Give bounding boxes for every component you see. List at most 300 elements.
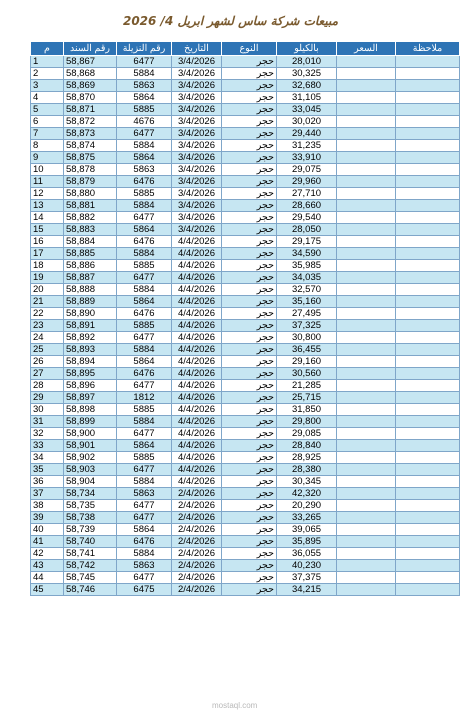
receipt-number-cell[interactable]: 58,891 bbox=[64, 320, 117, 332]
type-cell[interactable]: حجر bbox=[222, 296, 277, 308]
price-cell[interactable] bbox=[337, 536, 396, 548]
notes-cell[interactable] bbox=[396, 500, 460, 512]
receipt-number-cell[interactable]: 58,874 bbox=[64, 140, 117, 152]
weight-cell[interactable]: 21,285 bbox=[277, 380, 337, 392]
date-cell[interactable]: 2/4/2026 bbox=[172, 500, 222, 512]
notes-cell[interactable] bbox=[396, 452, 460, 464]
type-cell[interactable]: حجر bbox=[222, 104, 277, 116]
price-cell[interactable] bbox=[337, 140, 396, 152]
row-index-cell[interactable]: 34 bbox=[31, 452, 64, 464]
type-cell[interactable]: حجر bbox=[222, 212, 277, 224]
notes-cell[interactable] bbox=[396, 224, 460, 236]
trailer-number-cell[interactable]: 6477 bbox=[117, 56, 172, 68]
weight-cell[interactable]: 29,800 bbox=[277, 416, 337, 428]
weight-cell[interactable]: 29,175 bbox=[277, 236, 337, 248]
notes-cell[interactable] bbox=[396, 260, 460, 272]
row-index-cell[interactable]: 37 bbox=[31, 488, 64, 500]
notes-cell[interactable] bbox=[396, 464, 460, 476]
price-cell[interactable] bbox=[337, 188, 396, 200]
type-cell[interactable]: حجر bbox=[222, 512, 277, 524]
date-cell[interactable]: 4/4/2026 bbox=[172, 344, 222, 356]
receipt-number-cell[interactable]: 58,882 bbox=[64, 212, 117, 224]
date-cell[interactable]: 3/4/2026 bbox=[172, 212, 222, 224]
weight-cell[interactable]: 40,230 bbox=[277, 560, 337, 572]
row-index-cell[interactable]: 1 bbox=[31, 56, 64, 68]
receipt-number-cell[interactable]: 58,741 bbox=[64, 548, 117, 560]
receipt-number-cell[interactable]: 58,893 bbox=[64, 344, 117, 356]
weight-cell[interactable]: 34,590 bbox=[277, 248, 337, 260]
price-cell[interactable] bbox=[337, 332, 396, 344]
row-index-cell[interactable]: 15 bbox=[31, 224, 64, 236]
trailer-number-cell[interactable]: 5884 bbox=[117, 344, 172, 356]
receipt-number-cell[interactable]: 58,734 bbox=[64, 488, 117, 500]
receipt-number-cell[interactable]: 58,903 bbox=[64, 464, 117, 476]
notes-cell[interactable] bbox=[396, 284, 460, 296]
receipt-number-cell[interactable]: 58,886 bbox=[64, 260, 117, 272]
notes-cell[interactable] bbox=[396, 152, 460, 164]
type-cell[interactable]: حجر bbox=[222, 272, 277, 284]
receipt-number-cell[interactable]: 58,878 bbox=[64, 164, 117, 176]
price-cell[interactable] bbox=[337, 548, 396, 560]
type-cell[interactable]: حجر bbox=[222, 524, 277, 536]
trailer-number-cell[interactable]: 5863 bbox=[117, 488, 172, 500]
trailer-number-cell[interactable]: 6477 bbox=[117, 272, 172, 284]
row-index-cell[interactable]: 41 bbox=[31, 536, 64, 548]
date-cell[interactable]: 4/4/2026 bbox=[172, 428, 222, 440]
row-index-cell[interactable]: 5 bbox=[31, 104, 64, 116]
price-cell[interactable] bbox=[337, 572, 396, 584]
date-cell[interactable]: 4/4/2026 bbox=[172, 260, 222, 272]
price-cell[interactable] bbox=[337, 380, 396, 392]
trailer-number-cell[interactable]: 6477 bbox=[117, 464, 172, 476]
date-cell[interactable]: 3/4/2026 bbox=[172, 152, 222, 164]
receipt-number-cell[interactable]: 58,870 bbox=[64, 92, 117, 104]
row-index-cell[interactable]: 8 bbox=[31, 140, 64, 152]
trailer-number-cell[interactable]: 5884 bbox=[117, 140, 172, 152]
type-cell[interactable]: حجر bbox=[222, 572, 277, 584]
notes-cell[interactable] bbox=[396, 560, 460, 572]
trailer-number-cell[interactable]: 5885 bbox=[117, 404, 172, 416]
receipt-number-cell[interactable]: 58,740 bbox=[64, 536, 117, 548]
weight-cell[interactable]: 33,265 bbox=[277, 512, 337, 524]
notes-cell[interactable] bbox=[396, 428, 460, 440]
date-cell[interactable]: 4/4/2026 bbox=[172, 392, 222, 404]
price-cell[interactable] bbox=[337, 248, 396, 260]
notes-cell[interactable] bbox=[396, 572, 460, 584]
receipt-number-cell[interactable]: 58,881 bbox=[64, 200, 117, 212]
trailer-number-cell[interactable]: 5864 bbox=[117, 524, 172, 536]
type-cell[interactable]: حجر bbox=[222, 320, 277, 332]
price-cell[interactable] bbox=[337, 284, 396, 296]
trailer-number-cell[interactable]: 5885 bbox=[117, 452, 172, 464]
type-cell[interactable]: حجر bbox=[222, 488, 277, 500]
price-cell[interactable] bbox=[337, 80, 396, 92]
date-cell[interactable]: 2/4/2026 bbox=[172, 560, 222, 572]
price-cell[interactable] bbox=[337, 512, 396, 524]
date-cell[interactable]: 3/4/2026 bbox=[172, 164, 222, 176]
type-cell[interactable]: حجر bbox=[222, 128, 277, 140]
price-cell[interactable] bbox=[337, 236, 396, 248]
row-index-cell[interactable]: 26 bbox=[31, 356, 64, 368]
price-cell[interactable] bbox=[337, 200, 396, 212]
weight-cell[interactable]: 29,960 bbox=[277, 176, 337, 188]
receipt-number-cell[interactable]: 58,892 bbox=[64, 332, 117, 344]
trailer-number-cell[interactable]: 5864 bbox=[117, 356, 172, 368]
date-cell[interactable]: 2/4/2026 bbox=[172, 572, 222, 584]
price-cell[interactable] bbox=[337, 440, 396, 452]
price-cell[interactable] bbox=[337, 224, 396, 236]
price-cell[interactable] bbox=[337, 500, 396, 512]
type-cell[interactable]: حجر bbox=[222, 404, 277, 416]
weight-cell[interactable]: 36,055 bbox=[277, 548, 337, 560]
receipt-number-cell[interactable]: 58,869 bbox=[64, 80, 117, 92]
notes-cell[interactable] bbox=[396, 344, 460, 356]
weight-cell[interactable]: 27,710 bbox=[277, 188, 337, 200]
weight-cell[interactable]: 35,895 bbox=[277, 536, 337, 548]
trailer-number-cell[interactable]: 5884 bbox=[117, 548, 172, 560]
price-cell[interactable] bbox=[337, 116, 396, 128]
row-index-cell[interactable]: 23 bbox=[31, 320, 64, 332]
date-cell[interactable]: 4/4/2026 bbox=[172, 356, 222, 368]
trailer-number-cell[interactable]: 6476 bbox=[117, 176, 172, 188]
row-index-cell[interactable]: 4 bbox=[31, 92, 64, 104]
type-cell[interactable]: حجر bbox=[222, 176, 277, 188]
receipt-number-cell[interactable]: 58,896 bbox=[64, 380, 117, 392]
receipt-number-cell[interactable]: 58,895 bbox=[64, 368, 117, 380]
receipt-number-cell[interactable]: 58,898 bbox=[64, 404, 117, 416]
type-cell[interactable]: حجر bbox=[222, 548, 277, 560]
type-cell[interactable]: حجر bbox=[222, 188, 277, 200]
receipt-number-cell[interactable]: 58,889 bbox=[64, 296, 117, 308]
date-cell[interactable]: 3/4/2026 bbox=[172, 92, 222, 104]
type-cell[interactable]: حجر bbox=[222, 560, 277, 572]
row-index-cell[interactable]: 3 bbox=[31, 80, 64, 92]
receipt-number-cell[interactable]: 58,746 bbox=[64, 584, 117, 596]
row-index-cell[interactable]: 30 bbox=[31, 404, 64, 416]
notes-cell[interactable] bbox=[396, 512, 460, 524]
notes-cell[interactable] bbox=[396, 440, 460, 452]
notes-cell[interactable] bbox=[396, 356, 460, 368]
row-index-cell[interactable]: 25 bbox=[31, 344, 64, 356]
type-cell[interactable]: حجر bbox=[222, 356, 277, 368]
date-cell[interactable]: 3/4/2026 bbox=[172, 104, 222, 116]
weight-cell[interactable]: 35,160 bbox=[277, 296, 337, 308]
trailer-number-cell[interactable]: 5884 bbox=[117, 284, 172, 296]
row-index-cell[interactable]: 35 bbox=[31, 464, 64, 476]
row-index-cell[interactable]: 21 bbox=[31, 296, 64, 308]
type-cell[interactable]: حجر bbox=[222, 584, 277, 596]
price-cell[interactable] bbox=[337, 164, 396, 176]
weight-cell[interactable]: 34,215 bbox=[277, 584, 337, 596]
date-cell[interactable]: 3/4/2026 bbox=[172, 188, 222, 200]
weight-cell[interactable]: 30,325 bbox=[277, 68, 337, 80]
notes-cell[interactable] bbox=[396, 548, 460, 560]
date-cell[interactable]: 2/4/2026 bbox=[172, 524, 222, 536]
trailer-number-cell[interactable]: 6475 bbox=[117, 584, 172, 596]
notes-cell[interactable] bbox=[396, 212, 460, 224]
row-index-cell[interactable]: 9 bbox=[31, 152, 64, 164]
row-index-cell[interactable]: 43 bbox=[31, 560, 64, 572]
column-header-date[interactable]: التاريخ bbox=[172, 42, 222, 56]
price-cell[interactable] bbox=[337, 56, 396, 68]
price-cell[interactable] bbox=[337, 272, 396, 284]
trailer-number-cell[interactable]: 6476 bbox=[117, 308, 172, 320]
trailer-number-cell[interactable]: 6477 bbox=[117, 572, 172, 584]
trailer-number-cell[interactable]: 6477 bbox=[117, 428, 172, 440]
column-header-weight-kg[interactable]: بالكيلو bbox=[277, 42, 337, 56]
trailer-number-cell[interactable]: 5884 bbox=[117, 416, 172, 428]
date-cell[interactable]: 3/4/2026 bbox=[172, 128, 222, 140]
trailer-number-cell[interactable]: 1812 bbox=[117, 392, 172, 404]
row-index-cell[interactable]: 2 bbox=[31, 68, 64, 80]
trailer-number-cell[interactable]: 6477 bbox=[117, 212, 172, 224]
notes-cell[interactable] bbox=[396, 320, 460, 332]
date-cell[interactable]: 2/4/2026 bbox=[172, 548, 222, 560]
notes-cell[interactable] bbox=[396, 176, 460, 188]
receipt-number-cell[interactable]: 58,890 bbox=[64, 308, 117, 320]
row-index-cell[interactable]: 6 bbox=[31, 116, 64, 128]
receipt-number-cell[interactable]: 58,900 bbox=[64, 428, 117, 440]
type-cell[interactable]: حجر bbox=[222, 368, 277, 380]
notes-cell[interactable] bbox=[396, 56, 460, 68]
weight-cell[interactable]: 33,045 bbox=[277, 104, 337, 116]
type-cell[interactable]: حجر bbox=[222, 152, 277, 164]
date-cell[interactable]: 2/4/2026 bbox=[172, 584, 222, 596]
date-cell[interactable]: 4/4/2026 bbox=[172, 404, 222, 416]
weight-cell[interactable]: 35,985 bbox=[277, 260, 337, 272]
row-index-cell[interactable]: 29 bbox=[31, 392, 64, 404]
date-cell[interactable]: 3/4/2026 bbox=[172, 140, 222, 152]
date-cell[interactable]: 4/4/2026 bbox=[172, 272, 222, 284]
notes-cell[interactable] bbox=[396, 308, 460, 320]
type-cell[interactable]: حجر bbox=[222, 452, 277, 464]
notes-cell[interactable] bbox=[396, 488, 460, 500]
receipt-number-cell[interactable]: 58,745 bbox=[64, 572, 117, 584]
date-cell[interactable]: 4/4/2026 bbox=[172, 320, 222, 332]
row-index-cell[interactable]: 44 bbox=[31, 572, 64, 584]
price-cell[interactable] bbox=[337, 92, 396, 104]
trailer-number-cell[interactable]: 5885 bbox=[117, 260, 172, 272]
receipt-number-cell[interactable]: 58,742 bbox=[64, 560, 117, 572]
notes-cell[interactable] bbox=[396, 272, 460, 284]
row-index-cell[interactable]: 32 bbox=[31, 428, 64, 440]
date-cell[interactable]: 3/4/2026 bbox=[172, 116, 222, 128]
row-index-cell[interactable]: 28 bbox=[31, 380, 64, 392]
receipt-number-cell[interactable]: 58,872 bbox=[64, 116, 117, 128]
date-cell[interactable]: 4/4/2026 bbox=[172, 296, 222, 308]
notes-cell[interactable] bbox=[396, 116, 460, 128]
weight-cell[interactable]: 28,840 bbox=[277, 440, 337, 452]
type-cell[interactable]: حجر bbox=[222, 392, 277, 404]
row-index-cell[interactable]: 36 bbox=[31, 476, 64, 488]
column-header-type[interactable]: النوع bbox=[222, 42, 277, 56]
weight-cell[interactable]: 28,660 bbox=[277, 200, 337, 212]
weight-cell[interactable]: 37,325 bbox=[277, 320, 337, 332]
price-cell[interactable] bbox=[337, 428, 396, 440]
price-cell[interactable] bbox=[337, 356, 396, 368]
receipt-number-cell[interactable]: 58,904 bbox=[64, 476, 117, 488]
weight-cell[interactable]: 29,540 bbox=[277, 212, 337, 224]
date-cell[interactable]: 3/4/2026 bbox=[172, 224, 222, 236]
type-cell[interactable]: حجر bbox=[222, 92, 277, 104]
receipt-number-cell[interactable]: 58,897 bbox=[64, 392, 117, 404]
receipt-number-cell[interactable]: 58,738 bbox=[64, 512, 117, 524]
weight-cell[interactable]: 30,560 bbox=[277, 368, 337, 380]
type-cell[interactable]: حجر bbox=[222, 380, 277, 392]
weight-cell[interactable]: 34,035 bbox=[277, 272, 337, 284]
date-cell[interactable]: 4/4/2026 bbox=[172, 452, 222, 464]
trailer-number-cell[interactable]: 5863 bbox=[117, 80, 172, 92]
notes-cell[interactable] bbox=[396, 416, 460, 428]
receipt-number-cell[interactable]: 58,739 bbox=[64, 524, 117, 536]
weight-cell[interactable]: 31,850 bbox=[277, 404, 337, 416]
weight-cell[interactable]: 32,680 bbox=[277, 80, 337, 92]
receipt-number-cell[interactable]: 58,871 bbox=[64, 104, 117, 116]
type-cell[interactable]: حجر bbox=[222, 80, 277, 92]
weight-cell[interactable]: 29,440 bbox=[277, 128, 337, 140]
row-index-cell[interactable]: 16 bbox=[31, 236, 64, 248]
row-index-cell[interactable]: 39 bbox=[31, 512, 64, 524]
type-cell[interactable]: حجر bbox=[222, 116, 277, 128]
row-index-cell[interactable]: 11 bbox=[31, 176, 64, 188]
notes-cell[interactable] bbox=[396, 104, 460, 116]
row-index-cell[interactable]: 45 bbox=[31, 584, 64, 596]
receipt-number-cell[interactable]: 58,883 bbox=[64, 224, 117, 236]
type-cell[interactable]: حجر bbox=[222, 248, 277, 260]
date-cell[interactable]: 3/4/2026 bbox=[172, 176, 222, 188]
type-cell[interactable]: حجر bbox=[222, 344, 277, 356]
row-index-cell[interactable]: 18 bbox=[31, 260, 64, 272]
row-index-cell[interactable]: 20 bbox=[31, 284, 64, 296]
price-cell[interactable] bbox=[337, 344, 396, 356]
weight-cell[interactable]: 28,380 bbox=[277, 464, 337, 476]
receipt-number-cell[interactable]: 58,888 bbox=[64, 284, 117, 296]
price-cell[interactable] bbox=[337, 392, 396, 404]
notes-cell[interactable] bbox=[396, 128, 460, 140]
type-cell[interactable]: حجر bbox=[222, 308, 277, 320]
type-cell[interactable]: حجر bbox=[222, 56, 277, 68]
row-index-cell[interactable]: 12 bbox=[31, 188, 64, 200]
type-cell[interactable]: حجر bbox=[222, 200, 277, 212]
weight-cell[interactable]: 32,570 bbox=[277, 284, 337, 296]
trailer-number-cell[interactable]: 6476 bbox=[117, 536, 172, 548]
receipt-number-cell[interactable]: 58,885 bbox=[64, 248, 117, 260]
row-index-cell[interactable]: 14 bbox=[31, 212, 64, 224]
type-cell[interactable]: حجر bbox=[222, 416, 277, 428]
row-index-cell[interactable]: 42 bbox=[31, 548, 64, 560]
trailer-number-cell[interactable]: 5863 bbox=[117, 560, 172, 572]
row-index-cell[interactable]: 22 bbox=[31, 308, 64, 320]
price-cell[interactable] bbox=[337, 524, 396, 536]
trailer-number-cell[interactable]: 6477 bbox=[117, 500, 172, 512]
price-cell[interactable] bbox=[337, 152, 396, 164]
column-header-index[interactable]: م bbox=[31, 42, 64, 56]
type-cell[interactable]: حجر bbox=[222, 68, 277, 80]
weight-cell[interactable]: 29,075 bbox=[277, 164, 337, 176]
weight-cell[interactable]: 30,345 bbox=[277, 476, 337, 488]
trailer-number-cell[interactable]: 5884 bbox=[117, 200, 172, 212]
trailer-number-cell[interactable]: 5885 bbox=[117, 188, 172, 200]
trailer-number-cell[interactable]: 6477 bbox=[117, 512, 172, 524]
trailer-number-cell[interactable]: 5885 bbox=[117, 320, 172, 332]
price-cell[interactable] bbox=[337, 476, 396, 488]
row-index-cell[interactable]: 24 bbox=[31, 332, 64, 344]
price-cell[interactable] bbox=[337, 560, 396, 572]
row-index-cell[interactable]: 27 bbox=[31, 368, 64, 380]
weight-cell[interactable]: 30,800 bbox=[277, 332, 337, 344]
date-cell[interactable]: 4/4/2026 bbox=[172, 308, 222, 320]
price-cell[interactable] bbox=[337, 260, 396, 272]
notes-cell[interactable] bbox=[396, 92, 460, 104]
notes-cell[interactable] bbox=[396, 392, 460, 404]
receipt-number-cell[interactable]: 58,901 bbox=[64, 440, 117, 452]
trailer-number-cell[interactable]: 5864 bbox=[117, 440, 172, 452]
row-index-cell[interactable]: 33 bbox=[31, 440, 64, 452]
price-cell[interactable] bbox=[337, 104, 396, 116]
trailer-number-cell[interactable]: 5864 bbox=[117, 92, 172, 104]
weight-cell[interactable]: 20,290 bbox=[277, 500, 337, 512]
weight-cell[interactable]: 39,065 bbox=[277, 524, 337, 536]
receipt-number-cell[interactable]: 58,884 bbox=[64, 236, 117, 248]
trailer-number-cell[interactable]: 6477 bbox=[117, 332, 172, 344]
receipt-number-cell[interactable]: 58,867 bbox=[64, 56, 117, 68]
row-index-cell[interactable]: 17 bbox=[31, 248, 64, 260]
receipt-number-cell[interactable]: 58,902 bbox=[64, 452, 117, 464]
type-cell[interactable]: حجر bbox=[222, 164, 277, 176]
date-cell[interactable]: 4/4/2026 bbox=[172, 284, 222, 296]
notes-cell[interactable] bbox=[396, 536, 460, 548]
date-cell[interactable]: 4/4/2026 bbox=[172, 248, 222, 260]
price-cell[interactable] bbox=[337, 68, 396, 80]
trailer-number-cell[interactable]: 4676 bbox=[117, 116, 172, 128]
weight-cell[interactable]: 31,105 bbox=[277, 92, 337, 104]
weight-cell[interactable]: 29,160 bbox=[277, 356, 337, 368]
date-cell[interactable]: 3/4/2026 bbox=[172, 200, 222, 212]
weight-cell[interactable]: 37,375 bbox=[277, 572, 337, 584]
notes-cell[interactable] bbox=[396, 164, 460, 176]
price-cell[interactable] bbox=[337, 368, 396, 380]
date-cell[interactable]: 2/4/2026 bbox=[172, 536, 222, 548]
notes-cell[interactable] bbox=[396, 380, 460, 392]
notes-cell[interactable] bbox=[396, 332, 460, 344]
row-index-cell[interactable]: 10 bbox=[31, 164, 64, 176]
type-cell[interactable]: حجر bbox=[222, 236, 277, 248]
price-cell[interactable] bbox=[337, 584, 396, 596]
weight-cell[interactable]: 30,020 bbox=[277, 116, 337, 128]
date-cell[interactable]: 4/4/2026 bbox=[172, 440, 222, 452]
receipt-number-cell[interactable]: 58,880 bbox=[64, 188, 117, 200]
price-cell[interactable] bbox=[337, 176, 396, 188]
column-header-notes[interactable]: ملاحظة bbox=[396, 42, 460, 56]
column-header-trailer-number[interactable]: رقم النزيلة bbox=[117, 42, 172, 56]
date-cell[interactable]: 3/4/2026 bbox=[172, 68, 222, 80]
type-cell[interactable]: حجر bbox=[222, 332, 277, 344]
trailer-number-cell[interactable]: 5884 bbox=[117, 476, 172, 488]
receipt-number-cell[interactable]: 58,873 bbox=[64, 128, 117, 140]
price-cell[interactable] bbox=[337, 404, 396, 416]
type-cell[interactable]: حجر bbox=[222, 260, 277, 272]
receipt-number-cell[interactable]: 58,899 bbox=[64, 416, 117, 428]
weight-cell[interactable]: 31,235 bbox=[277, 140, 337, 152]
price-cell[interactable] bbox=[337, 296, 396, 308]
price-cell[interactable] bbox=[337, 320, 396, 332]
weight-cell[interactable]: 29,085 bbox=[277, 428, 337, 440]
column-header-price[interactable]: السعر bbox=[337, 42, 396, 56]
weight-cell[interactable]: 28,050 bbox=[277, 224, 337, 236]
price-cell[interactable] bbox=[337, 464, 396, 476]
price-cell[interactable] bbox=[337, 452, 396, 464]
weight-cell[interactable]: 28,925 bbox=[277, 452, 337, 464]
